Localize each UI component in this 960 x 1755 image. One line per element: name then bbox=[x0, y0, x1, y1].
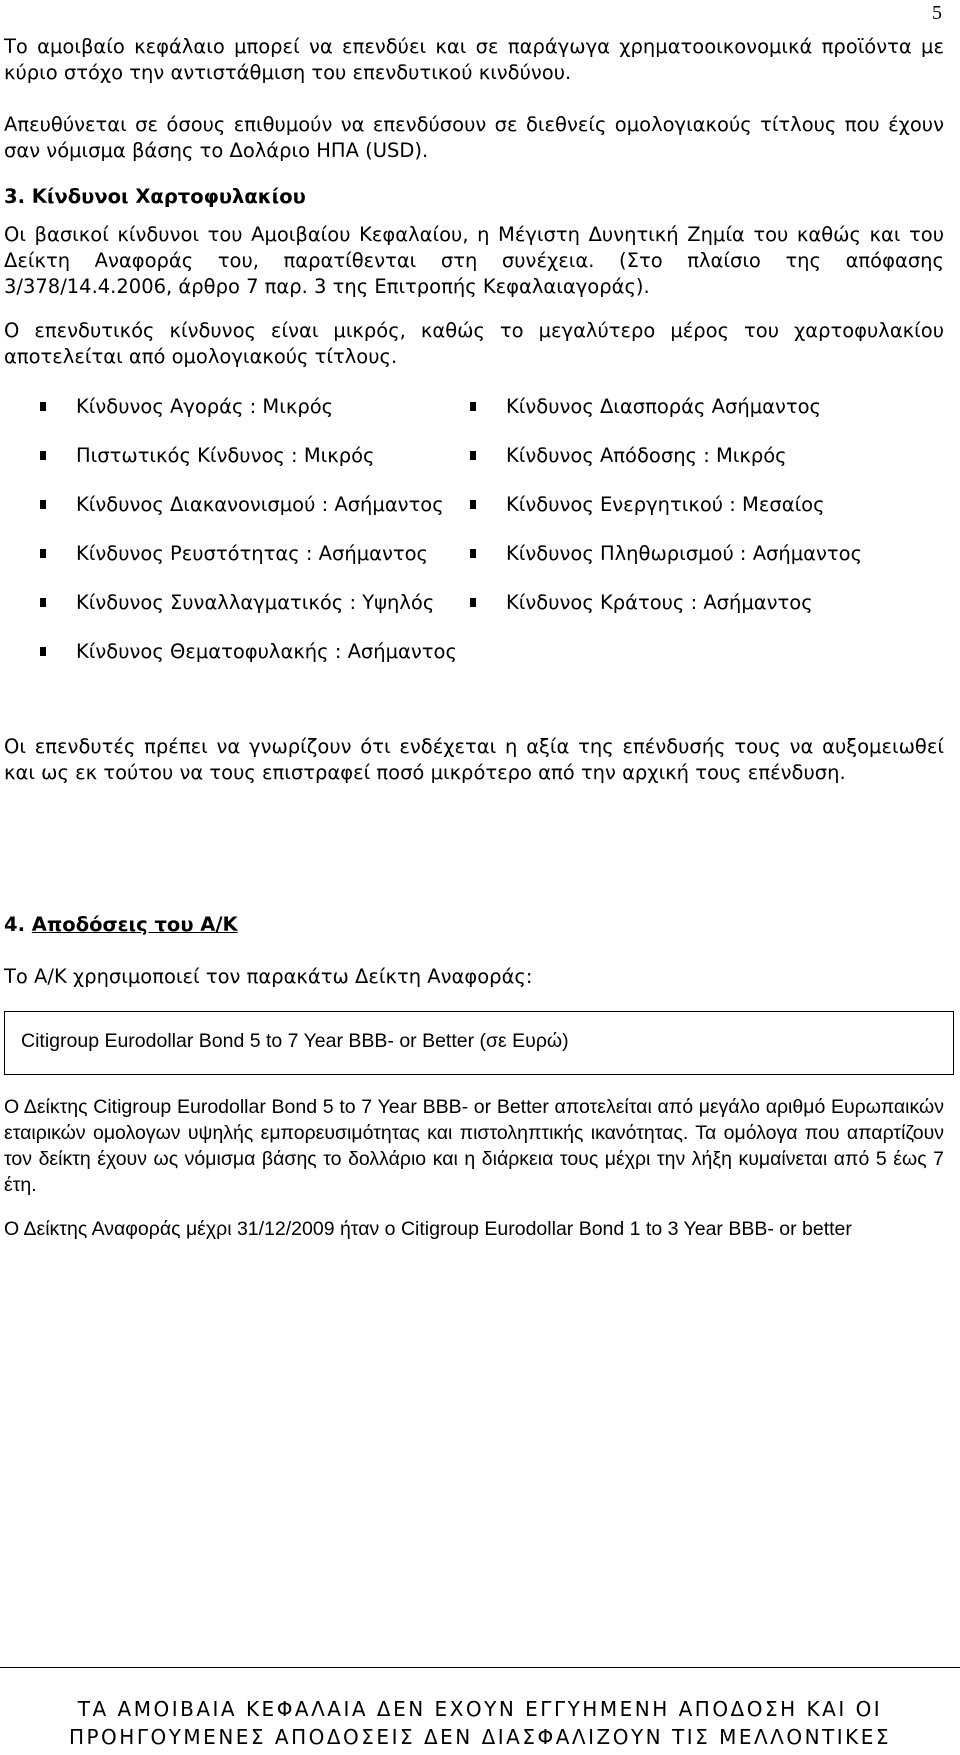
risk-item: Κίνδυνος Ρευστότητας : Ασήμαντος bbox=[40, 541, 428, 567]
bullet-square-icon bbox=[470, 598, 476, 607]
intro-paragraph-2: Απευθύνεται σε όσους επιθυμούν να επενδύσουν σε διεθνείς ομολογιακούς τίτλους που έχουν σαν νόμισμα βάσης το Δολάριο ΗΠΑ (USD). bbox=[4, 113, 944, 162]
page-number: 5 bbox=[932, 2, 942, 24]
section-3-paragraph-2: Ο επενδυτικός κίνδυνος είναι μικρός, καθώς το μεγαλύτερο μέρος του χαρτοφυλακίου αποτελείται από ομολογιακούς τίτλους. bbox=[4, 319, 944, 368]
section-4-heading: 4. Αποδόσεις του Α/Κ bbox=[4, 913, 238, 936]
risk-item: Κίνδυνος Κράτους : Ασήμαντος bbox=[470, 590, 813, 616]
bullet-square-icon bbox=[40, 598, 46, 607]
section-3-heading: 3. Κίνδυνοι Χαρτοφυλακίου bbox=[4, 185, 306, 208]
bullet-square-icon bbox=[40, 549, 46, 558]
benchmark-name: Citigroup Eurodollar Bond 5 to 7 Year BBB- or Better (σε Ευρώ) bbox=[21, 1030, 569, 1052]
section-4-paragraph-3: Ο Δείκτης Αναφοράς μέχρι 31/12/2009 ήταν ο Citigroup Eurodollar Bond 1 to 3 Year BBB- or better bbox=[4, 1218, 852, 1240]
section-3-paragraph-3: Οι επενδυτές πρέπει να γνωρίζουν ότι ενδέχεται η αξία της επένδυσής τους να αυξομειωθεί και ως εκ τούτου να τους επιστραφεί ποσό μικρότερο από την αρχική τους επένδυση. bbox=[4, 735, 944, 784]
bullet-square-icon bbox=[40, 647, 46, 656]
risk-item: Κίνδυνος Απόδοσης : Μικρός bbox=[470, 443, 787, 469]
risk-item: Κίνδυνος Συναλλαγματικός : Υψηλός bbox=[40, 590, 434, 616]
bullet-square-icon bbox=[40, 500, 46, 509]
footer-disclaimer-line-2: ΠΡΟΗΓΟΥΜΕΝΕΣ ΑΠΟΔΟΣΕΙΣ ΔΕΝ ΔΙΑΣΦΑΛΙΖΟΥΝ ΤΙΣ ΜΕΛΛΟΝΤΙΚΕΣ bbox=[68, 1725, 892, 1749]
intro-paragraph-1: Το αμοιβαίο κεφάλαιο μπορεί να επενδύει και σε παράγωγα χρηματοοικονομικά προϊόντα με κύριο στόχο την αντιστάθμιση του επενδυτικού κινδύνου. bbox=[4, 35, 944, 84]
risk-item: Κίνδυνος Πληθωρισμού : Ασήμαντος bbox=[470, 541, 862, 567]
bullet-square-icon bbox=[470, 500, 476, 509]
risk-item: Κίνδυνος Αγοράς : Μικρός bbox=[40, 394, 333, 420]
risk-item: Κίνδυνος Ενεργητικού : Μεσαίος bbox=[470, 492, 825, 518]
footer-disclaimer-line-1: ΤΑ ΑΜΟΙΒΑΙΑ ΚΕΦΑΛΑΙΑ ΔΕΝ ΕΧΟΥΝ ΕΓΓΥΗΜΕΝΗ ΑΠΟΔΟΣΗ ΚΑΙ ΟΙ bbox=[77, 1697, 883, 1721]
footer-divider bbox=[0, 1667, 960, 1668]
bullet-square-icon bbox=[40, 402, 46, 411]
section-4-paragraph-1: Το Α/Κ χρησιμοποιεί τον παρακάτω Δείκτη Αναφοράς: bbox=[4, 965, 533, 988]
risk-item: Κίνδυνος Θεματοφυλακής : Ασήμαντος bbox=[40, 639, 457, 665]
risk-item: Κίνδυνος Διακανονισμού : Ασήμαντος bbox=[40, 492, 444, 518]
bullet-square-icon bbox=[470, 451, 476, 460]
bullet-square-icon bbox=[470, 549, 476, 558]
section-3-paragraph-1: Οι βασικοί κίνδυνοι του Αμοιβαίου Κεφαλαίου, η Μέγιστη Δυνητική Ζημία του καθώς και του Δείκτη Αναφοράς του, παρατίθενται στη συνέχεια. (Στο πλαίσιο της απόφασης 3/378/14.4.2006, άρθρο 7 παρ. 3 της Επιτροπής Κεφαλαιαγοράς). bbox=[4, 223, 944, 298]
bullet-square-icon bbox=[40, 451, 46, 460]
risk-item: Κίνδυνος Διασποράς Ασήμαντος bbox=[470, 394, 821, 420]
bullet-square-icon bbox=[470, 402, 476, 411]
benchmark-box bbox=[4, 1011, 954, 1075]
risk-item: Πιστωτικός Κίνδυνος : Μικρός bbox=[40, 443, 375, 469]
section-4-paragraph-2: Ο Δείκτης Citigroup Eurodollar Bond 5 to 7 Year BBB- or Better αποτελείται από μεγάλο αριθμό Ευρωπαικών εταιρικών ομολογων υψηλής εμπορευσιμότητας και πιστοληπτικής ικανότητας. Τα ομόλογα που απαρτίζουν τον δείκτη έχουν ως νόμισμα βάσης το δολλάριο και η διάρκεια τους μέχρι την λήξη κυμαίνεται από 5 έως 7 έτη. bbox=[4, 1096, 944, 1196]
